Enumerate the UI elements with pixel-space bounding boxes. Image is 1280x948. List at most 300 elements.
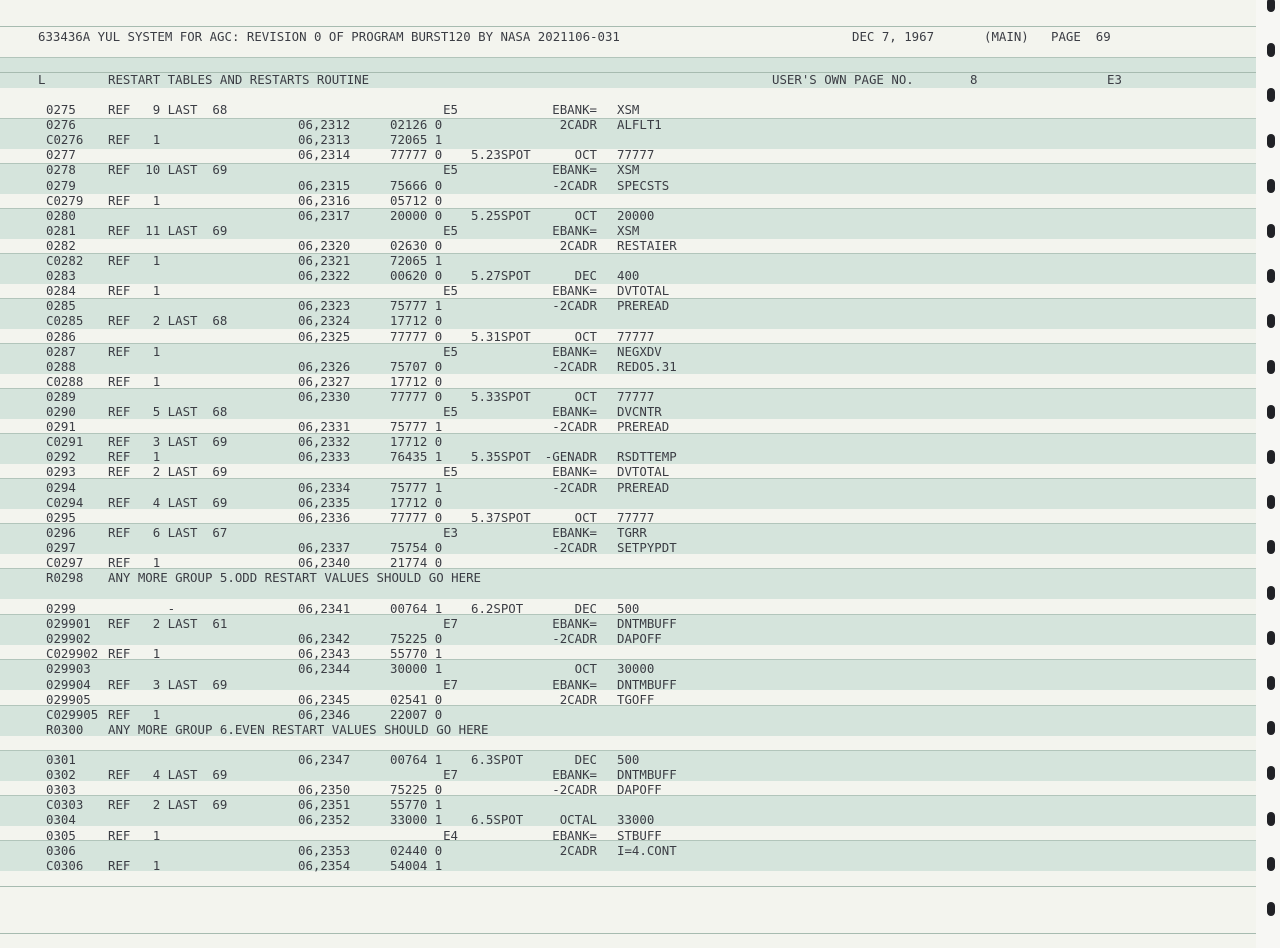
bank-address: 06,2342 xyxy=(298,631,351,647)
operand: XSM xyxy=(617,162,640,178)
opcode: EBANK= xyxy=(552,283,597,299)
bank-address: 06,2316 xyxy=(298,192,351,208)
listing-row xyxy=(0,178,1256,193)
statement-label: 6.2SPOT xyxy=(471,601,524,616)
operand: REDO5.31 xyxy=(617,358,677,374)
octal-word: 75777 1 xyxy=(390,298,443,314)
listing-row xyxy=(0,313,1256,328)
line-number: C029902 xyxy=(46,646,99,662)
opcode: EBANK= xyxy=(552,767,597,783)
feed-hole-icon xyxy=(1267,405,1275,419)
reference-info: REF 1 xyxy=(108,192,161,208)
bank-address: 06,2315 xyxy=(298,177,351,193)
reference-info: - xyxy=(108,601,176,616)
octal-word: 72065 1 xyxy=(390,253,443,268)
statement-label: 6.5SPOT xyxy=(471,812,524,828)
ebank-setting: E5 xyxy=(443,464,458,480)
line-number: 0297 xyxy=(46,539,76,555)
line-number: C0294 xyxy=(46,494,84,510)
bank-address: 06,2343 xyxy=(298,646,351,662)
line-number: 0286 xyxy=(46,328,76,344)
opcode: -2CADR xyxy=(552,539,597,555)
listing-row xyxy=(0,752,1256,767)
feed-hole-icon xyxy=(1267,540,1275,554)
operand: TGRR xyxy=(617,524,647,540)
reference-info: REF 2 LAST 69 xyxy=(108,797,228,813)
operand: XSM xyxy=(617,222,640,238)
opcode: -2CADR xyxy=(552,177,597,193)
listing-row xyxy=(0,797,1256,812)
operand: PREREAD xyxy=(617,419,670,435)
octal-word: 00620 0 xyxy=(390,268,443,284)
operand: SETPYPDT xyxy=(617,539,677,555)
listing-row xyxy=(0,616,1256,631)
line-number: R0300 xyxy=(46,721,84,737)
feed-hole-icon xyxy=(1267,631,1275,645)
bank-address: 06,2341 xyxy=(298,601,351,616)
opcode: OCT xyxy=(574,388,597,404)
line-number: 0284 xyxy=(46,283,76,299)
bank-address: 06,2326 xyxy=(298,358,351,374)
subheader-title: RESTART TABLES AND RESTARTS ROUTINE xyxy=(108,72,370,87)
line-number: C0276 xyxy=(46,132,84,148)
listing-row xyxy=(0,570,1256,585)
line-number: C029905 xyxy=(46,706,99,722)
opcode: EBANK= xyxy=(552,404,597,419)
feed-hole-icon xyxy=(1267,134,1275,148)
operand: ALFLT1 xyxy=(617,117,662,133)
listing-row xyxy=(0,843,1256,858)
opcode: -2CADR xyxy=(552,358,597,374)
opcode: EBANK= xyxy=(552,222,597,238)
octal-word: 17712 0 xyxy=(390,494,443,510)
operand: PREREAD xyxy=(617,298,670,314)
octal-word: 21774 0 xyxy=(390,555,443,570)
bank-address: 06,2337 xyxy=(298,539,351,555)
octal-word: 30000 1 xyxy=(390,661,443,677)
operand: DVCNTR xyxy=(617,404,662,419)
operand: DAPOFF xyxy=(617,782,662,798)
ebank-setting: E5 xyxy=(443,102,458,117)
bank-address: 06,2344 xyxy=(298,661,351,677)
listing-row xyxy=(0,344,1256,359)
statement-label: 5.37SPOT xyxy=(471,509,531,525)
octal-word: 02440 0 xyxy=(390,842,443,858)
octal-word: 77777 0 xyxy=(390,388,443,404)
header-main: (MAIN) xyxy=(984,29,1029,44)
feed-hole-icon xyxy=(1267,43,1275,57)
bank-address: 06,2335 xyxy=(298,494,351,510)
listing-row xyxy=(0,374,1256,389)
reference-info: REF 4 LAST 69 xyxy=(108,767,228,783)
operand: STBUFF xyxy=(617,827,662,843)
opcode: -2CADR xyxy=(552,631,597,647)
octal-word: 76435 1 xyxy=(390,449,443,465)
bank-address: 06,2313 xyxy=(298,132,351,148)
listing-row xyxy=(0,767,1256,782)
row-separator xyxy=(0,72,1256,73)
octal-word: 75754 0 xyxy=(390,539,443,555)
reference-info: REF 1 xyxy=(108,343,161,359)
operand: 77777 xyxy=(617,328,655,344)
row-separator xyxy=(0,26,1256,27)
line-number: 0285 xyxy=(46,298,76,314)
listing-row xyxy=(0,540,1256,555)
feed-hole-icon xyxy=(1267,179,1275,193)
operand: 77777 xyxy=(617,147,655,163)
opcode: -2CADR xyxy=(552,419,597,435)
operand: DVTOTAL xyxy=(617,464,670,480)
statement-label: 5.25SPOT xyxy=(471,207,531,223)
octal-word: 54004 1 xyxy=(390,857,443,873)
feed-hole-icon xyxy=(1267,902,1275,916)
bank-address: 06,2345 xyxy=(298,691,351,707)
row-separator xyxy=(0,933,1256,934)
line-number: C0297 xyxy=(46,555,84,570)
opcode: 2CADR xyxy=(559,691,597,707)
octal-word: 75777 1 xyxy=(390,419,443,435)
line-number: 0295 xyxy=(46,509,76,525)
line-number: 0287 xyxy=(46,343,76,359)
bank-address: 06,2325 xyxy=(298,328,351,344)
feed-hole-icon xyxy=(1267,586,1275,600)
octal-word: 00764 1 xyxy=(390,601,443,616)
bank-address: 06,2336 xyxy=(298,509,351,525)
line-number: C0291 xyxy=(46,434,84,450)
reference-info: REF 2 LAST 61 xyxy=(108,616,228,632)
listing-row xyxy=(0,555,1256,570)
line-number: 0282 xyxy=(46,237,76,253)
line-number: 0283 xyxy=(46,268,76,284)
bank-address: 06,2350 xyxy=(298,782,351,798)
header-date: DEC 7, 1967 xyxy=(852,29,935,44)
listing-row xyxy=(0,223,1256,238)
line-number: 029902 xyxy=(46,631,91,647)
line-number: 029904 xyxy=(46,676,91,692)
reference-info: REF 6 LAST 67 xyxy=(108,524,228,540)
feed-hole-icon xyxy=(1267,88,1275,102)
opcode: EBANK= xyxy=(552,524,597,540)
listing-row xyxy=(0,132,1256,147)
octal-word: 77777 0 xyxy=(390,509,443,525)
operand: DVTOTAL xyxy=(617,283,670,299)
listing-row xyxy=(0,631,1256,646)
opcode: -GENADR xyxy=(544,449,597,465)
feed-hole-icon xyxy=(1267,269,1275,283)
listing-row xyxy=(0,495,1256,510)
ebank-setting: E4 xyxy=(443,827,458,843)
statement-label: 5.27SPOT xyxy=(471,268,531,284)
bank-address: 06,2334 xyxy=(298,479,351,495)
listing-row xyxy=(0,692,1256,707)
header-page: PAGE 69 xyxy=(1051,29,1111,44)
line-number: 0279 xyxy=(46,177,76,193)
statement-label: 6.3SPOT xyxy=(471,752,524,767)
listing-row xyxy=(0,828,1256,843)
opcode: EBANK= xyxy=(552,102,597,117)
bank-address: 06,2324 xyxy=(298,313,351,329)
opcode: DEC xyxy=(574,601,597,616)
reference-info: REF 1 xyxy=(108,283,161,299)
operand: 500 xyxy=(617,601,640,616)
bank-address: 06,2323 xyxy=(298,298,351,314)
operand: 30000 xyxy=(617,661,655,677)
opcode: EBANK= xyxy=(552,676,597,692)
operand: DNTMBUFF xyxy=(617,676,677,692)
opcode: 2CADR xyxy=(559,842,597,858)
reference-info: REF 2 LAST 68 xyxy=(108,313,228,329)
line-number: 029901 xyxy=(46,616,91,632)
comment-text: ANY MORE GROUP 5.ODD RESTART VALUES SHOULD GO HERE xyxy=(108,570,481,586)
bank-address: 06,2352 xyxy=(298,812,351,828)
line-number: 0278 xyxy=(46,162,76,178)
line-number: 0277 xyxy=(46,147,76,163)
operand: TGOFF xyxy=(617,691,655,707)
octal-word: 75707 0 xyxy=(390,358,443,374)
listing-row xyxy=(0,389,1256,404)
operand: DAPOFF xyxy=(617,631,662,647)
feed-hole-icon xyxy=(1267,766,1275,780)
operand: DNTMBUFF xyxy=(617,616,677,632)
line-number: 0292 xyxy=(46,449,76,465)
bank-address: 06,2321 xyxy=(298,253,351,268)
listing-row xyxy=(0,162,1256,177)
opcode: OCT xyxy=(574,509,597,525)
feed-hole-icon xyxy=(1267,495,1275,509)
listing-row xyxy=(0,464,1256,479)
opcode: OCT xyxy=(574,207,597,223)
listing-row xyxy=(0,147,1256,162)
bank-address: 06,2322 xyxy=(298,268,351,284)
line-number: 029903 xyxy=(46,661,91,677)
reference-info: REF 1 xyxy=(108,706,161,722)
line-number: C0303 xyxy=(46,797,84,813)
line-number: 0291 xyxy=(46,419,76,435)
subheader-level: L xyxy=(38,72,46,87)
bank-address: 06,2353 xyxy=(298,842,351,858)
reference-info: REF 1 xyxy=(108,555,161,570)
reference-info: REF 1 xyxy=(108,253,161,268)
listing-row xyxy=(0,419,1256,434)
line-number: 0299 xyxy=(46,601,76,616)
operand: RESTAIER xyxy=(617,237,677,253)
opcode: OCTAL xyxy=(559,812,597,828)
listing-row xyxy=(0,480,1256,495)
reference-info: REF 9 LAST 68 xyxy=(108,102,228,117)
line-number: 0304 xyxy=(46,812,76,828)
ebank-setting: E5 xyxy=(443,222,458,238)
statement-label: 5.23SPOT xyxy=(471,147,531,163)
listing-row xyxy=(0,117,1256,132)
reference-info: REF 4 LAST 69 xyxy=(108,494,228,510)
octal-word: 77777 0 xyxy=(390,147,443,163)
operand: DNTMBUFF xyxy=(617,767,677,783)
octal-word: 33000 1 xyxy=(390,812,443,828)
operand: I=4.CONT xyxy=(617,842,677,858)
line-number: 0288 xyxy=(46,358,76,374)
listing-row xyxy=(0,661,1256,676)
statement-label: 5.35SPOT xyxy=(471,449,531,465)
octal-word: 17712 0 xyxy=(390,434,443,450)
operand: 20000 xyxy=(617,207,655,223)
octal-word: 20000 0 xyxy=(390,207,443,223)
line-number: C0279 xyxy=(46,192,84,208)
opcode: DEC xyxy=(574,752,597,767)
listing-row xyxy=(0,434,1256,449)
listing-row xyxy=(0,238,1256,253)
bank-address: 06,2312 xyxy=(298,117,351,133)
feed-hole-icon xyxy=(1267,0,1275,12)
user-page-label: USER'S OWN PAGE NO. xyxy=(772,72,914,87)
line-number: 0280 xyxy=(46,207,76,223)
line-number: 029905 xyxy=(46,691,91,707)
line-number: 0305 xyxy=(46,827,76,843)
octal-word: 17712 0 xyxy=(390,373,443,389)
feed-hole-icon xyxy=(1267,450,1275,464)
listing-row xyxy=(0,722,1256,737)
line-number: 0302 xyxy=(46,767,76,783)
operand: 77777 xyxy=(617,509,655,525)
listing-row xyxy=(0,283,1256,298)
octal-word: 02541 0 xyxy=(390,691,443,707)
reference-info: REF 3 LAST 69 xyxy=(108,434,228,450)
opcode: EBANK= xyxy=(552,162,597,178)
listing-row xyxy=(0,858,1256,873)
octal-word: 75225 0 xyxy=(390,631,443,647)
operand: RSDTTEMP xyxy=(617,449,677,465)
row-separator xyxy=(0,886,1256,887)
reference-info: REF 1 xyxy=(108,857,161,873)
line-number: C0282 xyxy=(46,253,84,268)
listing-row xyxy=(0,510,1256,525)
bank-address: 06,2347 xyxy=(298,752,351,767)
operand: XSM xyxy=(617,102,640,117)
bank-address: 06,2333 xyxy=(298,449,351,465)
line-number: 0276 xyxy=(46,117,76,133)
line-number: 0293 xyxy=(46,464,76,480)
bank-address: 06,2330 xyxy=(298,388,351,404)
feed-hole-icon xyxy=(1267,857,1275,871)
opcode: EBANK= xyxy=(552,827,597,843)
subheader-bank: E3 xyxy=(1107,72,1122,87)
opcode: EBANK= xyxy=(552,343,597,359)
statement-label: 5.33SPOT xyxy=(471,388,531,404)
operand: 77777 xyxy=(617,388,655,404)
octal-word: 02630 0 xyxy=(390,237,443,253)
bank-address: 06,2314 xyxy=(298,147,351,163)
listing-row xyxy=(0,298,1256,313)
opcode: 2CADR xyxy=(559,237,597,253)
ebank-setting: E3 xyxy=(443,524,458,540)
octal-word: 55770 1 xyxy=(390,797,443,813)
ebank-setting: E7 xyxy=(443,616,458,632)
line-number: 0290 xyxy=(46,404,76,419)
ebank-setting: E5 xyxy=(443,162,458,178)
octal-word: 02126 0 xyxy=(390,117,443,133)
opcode: EBANK= xyxy=(552,616,597,632)
octal-word: 75666 0 xyxy=(390,177,443,193)
opcode: -2CADR xyxy=(552,298,597,314)
opcode: -2CADR xyxy=(552,479,597,495)
line-number: 0289 xyxy=(46,388,76,404)
listing-row xyxy=(0,193,1256,208)
feed-hole-icon xyxy=(1267,314,1275,328)
bank-address: 06,2317 xyxy=(298,207,351,223)
listing-row xyxy=(0,601,1256,616)
line-number: 0301 xyxy=(46,752,76,767)
operand: 500 xyxy=(617,752,640,767)
operand: 400 xyxy=(617,268,640,284)
listing-row xyxy=(0,812,1256,827)
octal-word: 17712 0 xyxy=(390,313,443,329)
ebank-setting: E5 xyxy=(443,283,458,299)
opcode: DEC xyxy=(574,268,597,284)
operand: 33000 xyxy=(617,812,655,828)
reference-info: REF 3 LAST 69 xyxy=(108,676,228,692)
listing-row xyxy=(0,646,1256,661)
header-left: 633436A YUL SYSTEM FOR AGC: REVISION 0 OF PROGRAM BURST120 BY NASA 2021106-031 xyxy=(38,29,620,44)
listing-row xyxy=(0,268,1256,283)
feed-hole-icon xyxy=(1267,224,1275,238)
operand: SPECSTS xyxy=(617,177,670,193)
reference-info: REF 1 xyxy=(108,373,161,389)
octal-word: 75777 1 xyxy=(390,479,443,495)
tractor-feed-strip xyxy=(1256,0,1280,948)
bank-address: 06,2354 xyxy=(298,857,351,873)
opcode: OCT xyxy=(574,328,597,344)
listing-row xyxy=(0,208,1256,223)
line-number: 0296 xyxy=(46,524,76,540)
ebank-setting: E7 xyxy=(443,767,458,783)
reference-info: REF 1 xyxy=(108,646,161,662)
listing-row xyxy=(0,359,1256,374)
operand: PREREAD xyxy=(617,479,670,495)
octal-word: 72065 1 xyxy=(390,132,443,148)
line-number: 0306 xyxy=(46,842,76,858)
reference-info: REF 2 LAST 69 xyxy=(108,464,228,480)
bank-address: 06,2331 xyxy=(298,419,351,435)
reference-info: REF 5 LAST 68 xyxy=(108,404,228,419)
reference-info: REF 10 LAST 69 xyxy=(108,162,228,178)
listing-row xyxy=(0,253,1256,268)
line-number: C0306 xyxy=(46,857,84,873)
bank-address: 06,2346 xyxy=(298,706,351,722)
feed-hole-icon xyxy=(1267,676,1275,690)
line-number: C0285 xyxy=(46,313,84,329)
feed-hole-icon xyxy=(1267,812,1275,826)
listing-row xyxy=(0,102,1256,117)
listing-row xyxy=(0,404,1256,419)
line-number: 0303 xyxy=(46,782,76,798)
feed-hole-icon xyxy=(1267,360,1275,374)
octal-word: 55770 1 xyxy=(390,646,443,662)
reference-info: REF 11 LAST 69 xyxy=(108,222,228,238)
opcode: EBANK= xyxy=(552,464,597,480)
line-number: 0275 xyxy=(46,102,76,117)
opcode: OCT xyxy=(574,661,597,677)
listing-row xyxy=(0,677,1256,692)
listing-row xyxy=(0,449,1256,464)
line-number: 0294 xyxy=(46,479,76,495)
octal-word: 75225 0 xyxy=(390,782,443,798)
ebank-setting: E7 xyxy=(443,676,458,692)
octal-word: 05712 0 xyxy=(390,192,443,208)
octal-word: 00764 1 xyxy=(390,752,443,767)
octal-word: 22007 0 xyxy=(390,706,443,722)
operand: NEGXDV xyxy=(617,343,662,359)
statement-label: 5.31SPOT xyxy=(471,328,531,344)
line-number: 0281 xyxy=(46,222,76,238)
